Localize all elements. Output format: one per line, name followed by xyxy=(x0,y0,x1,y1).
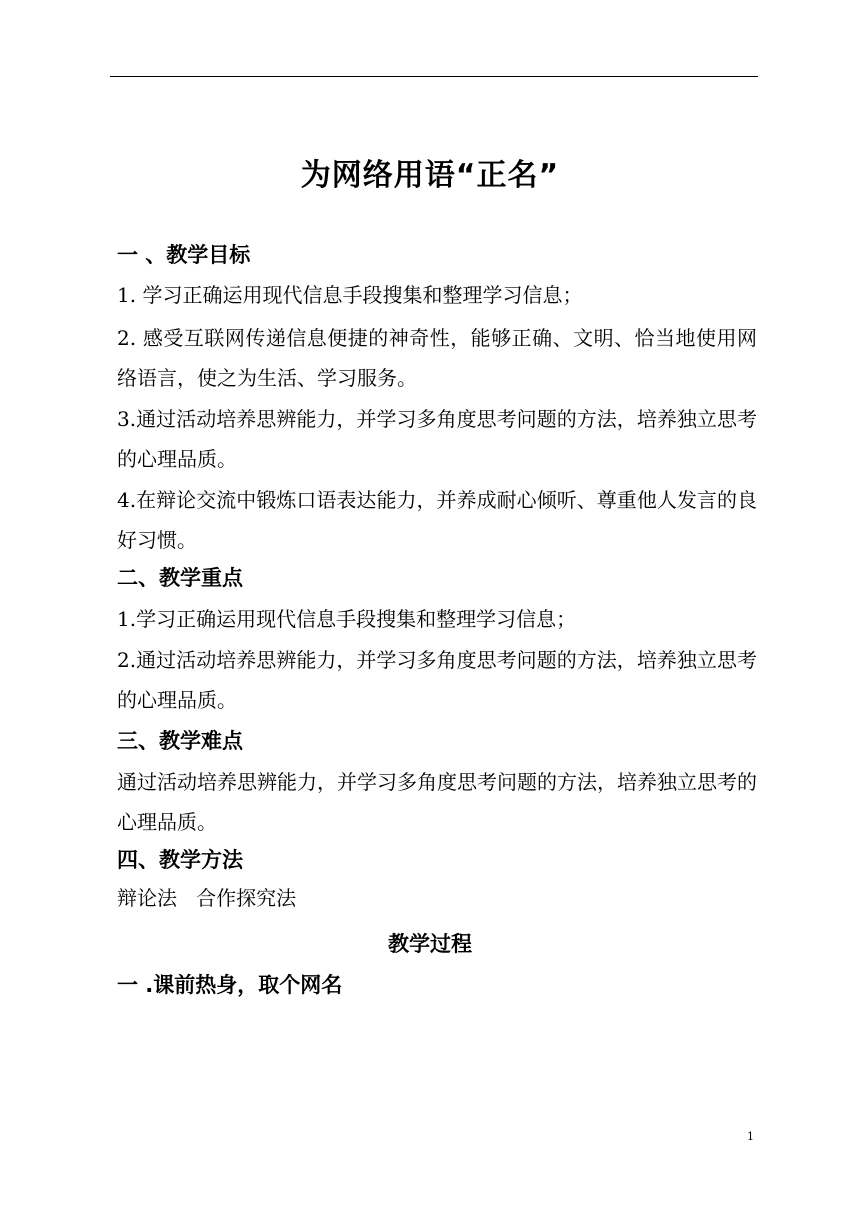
methods-text: 辩论法 合作探究法 xyxy=(117,886,297,910)
document-title: 为网络用语“正名” xyxy=(300,158,560,193)
focus-item-2: 2.通过活动培养思辨能力，并学习多角度思考问题的方法，培养独立思考的心理品质。 xyxy=(117,648,757,712)
section-heading-focus: 二、教学重点 xyxy=(117,566,243,590)
goal-item-1: 1. 学习正确运用现代信息手段搜集和整理学习信息； xyxy=(117,283,583,307)
header-rule xyxy=(110,76,758,77)
page-number: 1 xyxy=(747,1130,754,1143)
goal-item-4: 4.在辩论交流中锻炼口语表达能力，并养成耐心倾听、尊重他人发言的良好习惯。 xyxy=(117,488,757,552)
process-heading: 教学过程 xyxy=(388,932,472,956)
section-heading-difficulty: 三、教学难点 xyxy=(117,729,243,753)
section-heading-methods: 四、教学方法 xyxy=(117,848,243,872)
process-step-1: 一 .课前热身，取个网名 xyxy=(117,973,343,997)
goal-item-3: 3.通过活动培养思辨能力，并学习多角度思考问题的方法，培养独立思考的心理品质。 xyxy=(117,407,757,471)
difficulty-text: 通过活动培养思辨能力，并学习多角度思考问题的方法，培养独立思考的心理品质。 xyxy=(117,770,757,834)
section-heading-goals: 一 、教学目标 xyxy=(117,243,251,267)
focus-item-1: 1.学习正确运用现代信息手段搜集和整理学习信息； xyxy=(117,607,577,631)
goal-item-2: 2. 感受互联网传递信息便捷的神奇性，能够正确、文明、恰当地使用网络语言，使之为生活、学习服务。 xyxy=(117,326,757,390)
